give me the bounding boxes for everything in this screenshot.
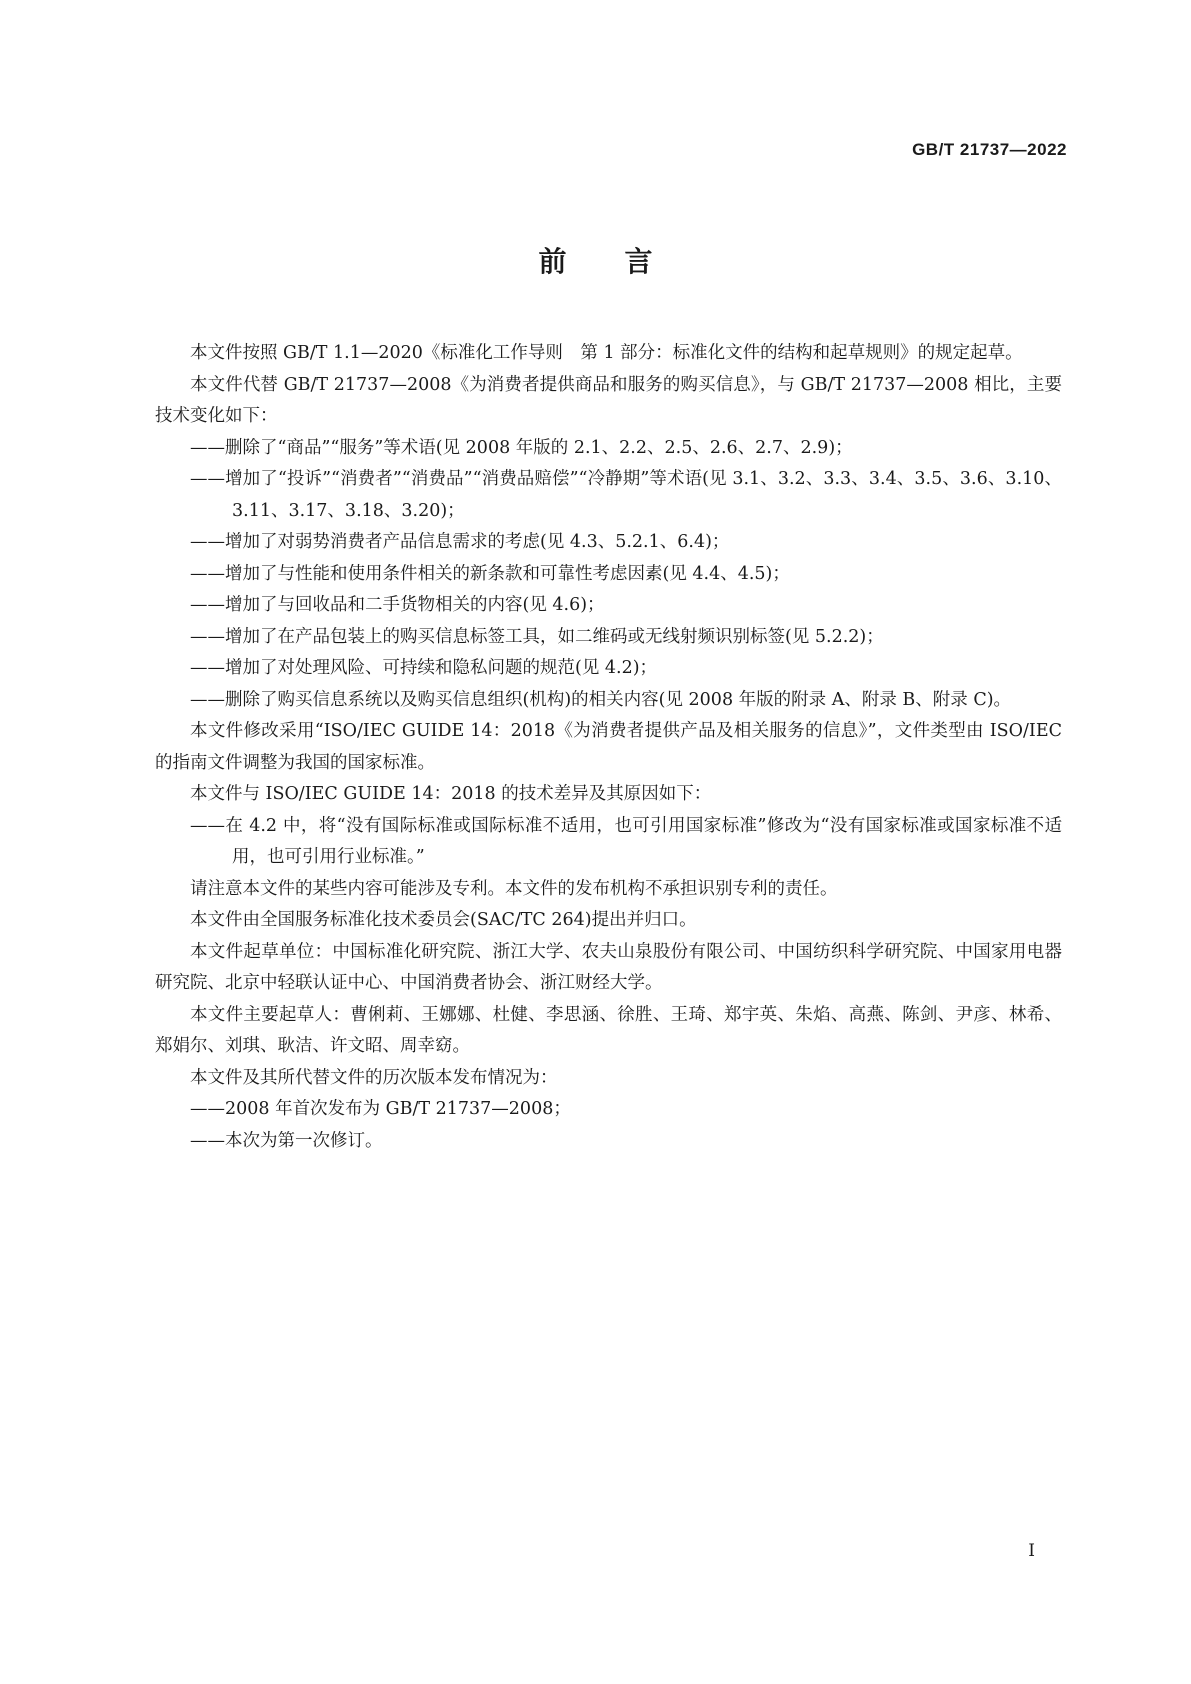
history-item: ——2008 年首次发布为 GB/T 21737—2008； xyxy=(190,1099,571,1119)
page-number: I xyxy=(1028,1541,1035,1561)
history-item: ——本次为第一次修订。 xyxy=(190,1130,383,1151)
change-item: ——增加了与性能和使用条件相关的新条款和可靠性考虑因素(见 4.4、4.5)； xyxy=(190,563,790,584)
change-item: ——增加了“投诉”“消费者”“消费品”“消费品赔偿”“冷静期”等术语(见 3.1、3.2、3.3、3.4、3.5、3.6、3.10、3.11、3.17、3.18、3.20)； xyxy=(190,469,1062,521)
paragraph: 本文件代替 GB/T 21737—2008《为消费者提供商品和服务的购买信息》，与 GB/T 21737—2008 相比，主要技术变化如下： xyxy=(155,374,1062,426)
difference-item: ——在 4.2 中，将“没有国际标准或国际标准不适用，也可引用国家标准”修改为“没有国家标准或国家标准不适用，也可引用行业标准。” xyxy=(190,815,1062,867)
paragraph: 本文件与 ISO/IEC GUIDE 14：2018 的技术差异及其原因如下： xyxy=(190,784,712,804)
change-item: ——增加了对弱势消费者产品信息需求的考虑(见 4.3、5.2.1、6.4)； xyxy=(190,532,730,552)
change-item: ——删除了“商品”“服务”等术语(见 2008 年版的 2.1、2.2、2.5、2.6、2.7、2.9)； xyxy=(190,437,853,458)
patent-notice: 请注意本文件的某些内容可能涉及专利。本文件的发布机构不承担识别专利的责任。 xyxy=(190,878,838,899)
paragraph: 本文件按照 GB/T 1.1—2020《标准化工作导则 第 1 部分：标准化文件的结构和起草规则》的规定起草。 xyxy=(190,343,1023,363)
change-item: ——增加了在产品包装上的购买信息标签工具，如二维码或无线射频识别标签(见 5.2.2)； xyxy=(190,626,884,647)
change-item: ——增加了对处理风险、可持续和隐私问题的规范(见 4.2)； xyxy=(190,658,658,678)
standard-number: GB/T 21737—2022 xyxy=(912,140,1067,159)
page-title: 前言 xyxy=(538,245,711,278)
change-item: ——增加了与回收品和二手货物相关的内容(见 4.6)； xyxy=(190,595,605,615)
proposer-paragraph: 本文件由全国服务标准化技术委员会(SAC/TC 264)提出并归口。 xyxy=(190,910,697,930)
drafters-paragraph: 本文件主要起草人：曹俐莉、王娜娜、杜健、李思涵、徐胜、王琦、郑宇英、朱焰、高燕、陈剑、尹彦、林希、郑娟尔、刘琪、耿洁、许文昭、周幸窈。 xyxy=(155,1004,1062,1056)
paragraph: 本文件修改采用“ISO/IEC GUIDE 14：2018《为消费者提供产品及相关服务的信息》”，文件类型由 ISO/IEC 的指南文件调整为我国的国家标准。 xyxy=(155,721,1062,773)
preface-body xyxy=(155,338,1062,1157)
history-intro: 本文件及其所代替文件的历次版本发布情况为： xyxy=(190,1067,558,1088)
drafting-units-paragraph: 本文件起草单位：中国标准化研究院、浙江大学、农夫山泉股份有限公司、中国纺织科学研究院、中国家用电器研究院、北京中轻联认证中心、中国消费者协会、浙江财经大学。 xyxy=(155,941,1062,993)
change-item: ——删除了购买信息系统以及购买信息组织(机构)的相关内容(见 2008 年版的附录 A、附录 B、附录 C)。 xyxy=(190,689,1012,710)
